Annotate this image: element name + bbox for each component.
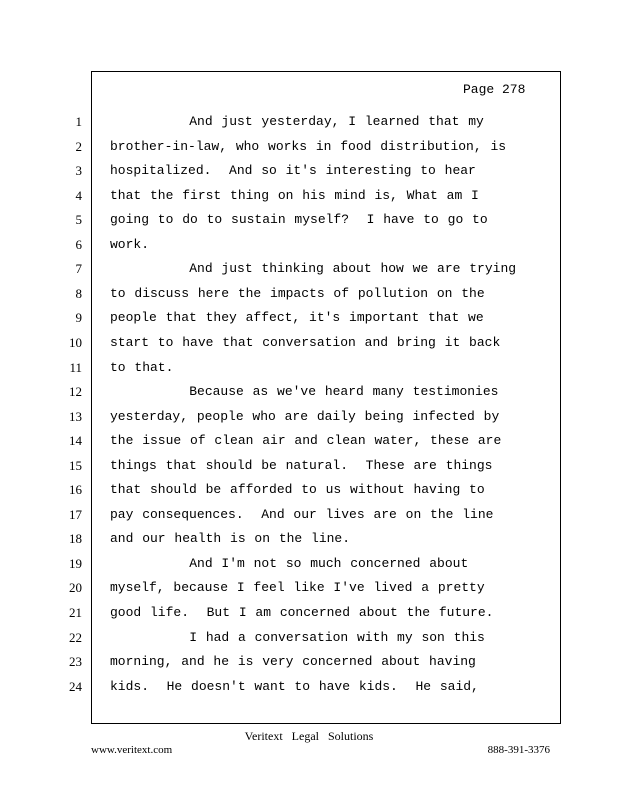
line-number: 22 [69, 630, 82, 645]
transcript-line: things that should be natural. These are things [110, 458, 493, 473]
line-number: 19 [69, 556, 82, 571]
page-number: Page 278 [463, 82, 526, 97]
line-number: 16 [69, 482, 82, 497]
transcript-line: myself, because I feel like I've lived a pretty [110, 580, 485, 595]
transcript-line: work. [110, 237, 150, 252]
transcript-line: pay consequences. And our lives are on the line [110, 507, 494, 522]
line-number: 17 [69, 507, 82, 522]
transcript-line: And just yesterday, I learned that my [110, 114, 484, 129]
transcript-line: that the first thing on his mind is, What am I [110, 188, 479, 203]
transcript-line: brother-in-law, who works in food distribution, is [110, 139, 507, 154]
line-number: 8 [75, 286, 82, 301]
transcript-line: hospitalized. And so it's interesting to hear [110, 163, 476, 178]
transcript-line: morning, and he is very concerned about having [110, 654, 476, 669]
line-number: 13 [69, 409, 82, 424]
transcript-line: And just thinking about how we are trying [110, 261, 517, 276]
transcript-line: the issue of clean air and clean water, these are [110, 433, 502, 448]
transcript-line: that should be afforded to us without having to [110, 482, 485, 497]
line-number: 2 [75, 139, 82, 154]
transcript-line: kids. He doesn't want to have kids. He said, [110, 679, 479, 694]
line-number: 23 [69, 654, 82, 669]
transcript-line: people that they affect, it's important that we [110, 310, 484, 325]
transcript-line: start to have that conversation and bring it back [110, 335, 501, 350]
transcript-line: to that. [110, 360, 174, 375]
footer-phone: 888-391-3376 [487, 744, 550, 756]
line-number: 24 [69, 679, 82, 694]
transcript-line: yesterday, people who are daily being infected by [110, 409, 500, 424]
transcript-line: to discuss here the impacts of pollution on the [110, 286, 485, 301]
transcript-line: Because as we've heard many testimonies [110, 384, 499, 399]
line-number: 10 [69, 335, 82, 350]
line-number: 3 [75, 163, 82, 178]
line-number: 9 [75, 310, 82, 325]
line-number: 4 [75, 188, 82, 203]
line-number: 15 [69, 458, 82, 473]
line-number: 11 [69, 360, 82, 375]
transcript-line: and our health is on the line. [110, 531, 351, 546]
line-number: 5 [75, 212, 82, 227]
line-number: 18 [69, 531, 82, 546]
line-number: 6 [75, 237, 82, 252]
line-number: 7 [75, 261, 82, 276]
transcript-line: And I'm not so much concerned about [110, 556, 469, 571]
transcript-line: I had a conversation with my son this [110, 630, 485, 645]
footer-website: www.veritext.com [91, 744, 173, 756]
line-number: 12 [69, 384, 82, 399]
line-number: 14 [69, 433, 82, 448]
line-number: 1 [75, 114, 82, 129]
line-number: 21 [69, 605, 82, 620]
transcript-line: good life. But I am concerned about the future. [110, 605, 494, 620]
transcript-line: going to do to sustain myself? I have to go to [110, 212, 488, 227]
footer-company: Veritext Legal Solutions [244, 729, 374, 743]
line-number: 20 [69, 580, 82, 595]
